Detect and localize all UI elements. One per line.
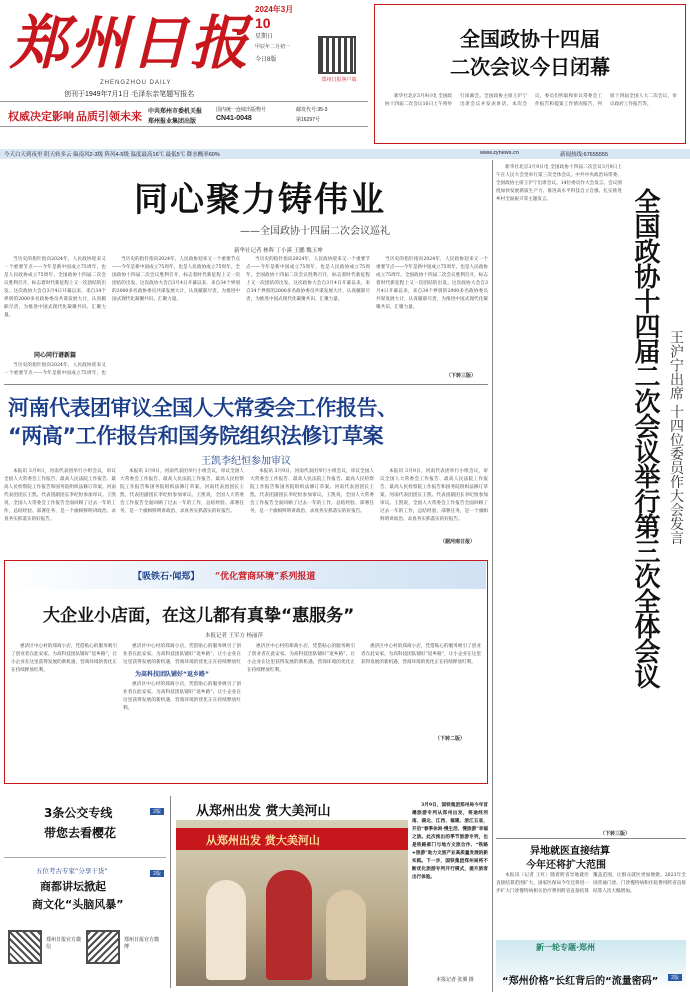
news-hotline: 新闻热线:67655555 [560, 152, 608, 158]
main-body-col-2: 当历史的指针指向2024年，人民政协迎来又一个重要节点——今年是新中国成立75周年，也是人民政协成立75周年。全国政协十四届二次会议胜利召开，标志着时代新征程上又一次团结的出发。这次政协大会自3月4日开幕以来，来自34个界别的2000多名政协委员共谋发展大计，认真履职尽责，为推进中国式现代化凝聚共识、汇聚力量。 [112, 257, 240, 302]
story2-subtitle: 王凯李纪恒参加审议 [201, 456, 291, 467]
english-name: ZHENGZHOU DAILY [100, 80, 172, 86]
weather-text: 今天白天到夜里 阴天转多云 偏南风2-3级 阵风4-5级 温度最高16℃ 最低5℃ 降水概率60% [4, 152, 220, 158]
passenger-figure-3 [326, 890, 366, 980]
bottom-banner-title: “郑州价格”长红背后的“流量密码” [502, 976, 659, 987]
feature-tag: 【吸铁石·闻郑】 [133, 572, 200, 582]
bus-promo-title-2: 带您去看樱花 [44, 826, 117, 840]
top-banner-title-2: 二次会议今日闭幕 [450, 55, 610, 79]
photo-story-byline: 本报记者 张翼 摄 [436, 977, 474, 983]
story2-source: （据河南日报） [440, 539, 476, 545]
main-subtitle: ——全国政协十四届二次会议巡礼 [240, 226, 390, 237]
photo-story-image [176, 820, 408, 986]
newspaper-logo: 郑州日报 [10, 9, 251, 77]
issn-label: 国内统一连续出版物号 [216, 107, 267, 113]
page-count: 今日8版 [255, 57, 277, 63]
weibo-qr[interactable] [86, 930, 120, 964]
weekday: 星期日 [255, 34, 274, 40]
main-body-col-3: 当历史的指针指向2024年，人民政协迎来又一个重要节点——今年是新中国成立75周年，也是人民政协成立75周年。全国政协十四届二次会议胜利召开，标志着时代新征程上又一次团结的出发。这次政协大会自3月4日开幕以来，来自34个界别的2000多名政协委员共谋发展大计，认真履职尽责，为推进中国式现代化凝聚共识、汇聚力量。 [246, 257, 370, 302]
lecture-title-1: 商都讲坛掀起 [40, 880, 106, 893]
lecture-page: 2版 [150, 870, 164, 877]
feature-box [4, 560, 488, 784]
main-body-col-4: 当历史的指针指向2024年，人民政协迎来又一个重要节点——今年是新中国成立75周年，也是人民政协成立75周年。全国政协十四届二次会议胜利召开，标志着时代新征程上又一次团结的出发。这次政协大会自3月4日开幕以来，来自34个界别的2000多名政协委员共谋发展大计，认真履职尽责，为推进中国式现代化凝聚共识、汇聚力量。 [376, 257, 488, 310]
main-headline: 同心聚力铸伟业 [134, 180, 386, 220]
bus-promo[interactable] [4, 800, 166, 858]
main-byline: 新华社记者 林晖 丁小溪 王鹏 魏玉坤 [234, 248, 323, 254]
weather-strip [0, 149, 690, 159]
sponsor-line-2: 郑州报业集团出版 [148, 119, 197, 125]
wechat-caption: 郑州日报官方微信 [46, 937, 82, 950]
plenary-brief-body: 新华社北京3月9日电 全国政协十四届二次会议3月9日上午在人民大会堂举行第三次全体会议。中共中央政治局常委、全国政协主席王沪宁出席会议。14位委员作大会发言。会议围绕加快发展新质生产力、推进高水平科技自立自强、扎实推进乡村全面振兴等主题发言。 [496, 165, 622, 202]
medical-title-2: 今年还将扩大范围 [526, 860, 606, 871]
slogan-bar [0, 101, 368, 127]
plenary-continued: （下转三版） [600, 831, 631, 837]
wechat-qr[interactable] [8, 930, 42, 964]
plenary-vertical-sub: 王沪宁出席 十四位委员作大会发言 [668, 330, 684, 545]
story2-body-1: 本报讯 3月9日，河南代表团举行小组会议，审议全国人大常委会工作报告、最高人民法院工作报告、最高人民检察院工作报告和国务院组织法修订草案。河南代表团团长王凯、代表团副团长李纪恒参加审议。王凯说，全国人大常委会工作报告全面回顾了过去一年的工作，总结经验、部署任务，是一个旗帜鲜明讲政治、求真务实抓落实的好报告。 [4, 469, 116, 522]
photo-story-title: 从郑州出发 赏大美河山 [196, 804, 331, 819]
top-banner-body: 新华社北京3月9日电 全国政协十四届二次会议10日上午将举行闭幕会。全国政协主席王沪宁出席会议并发表讲话。本次会议，委员们听取和审议常委会工作报告和提案工作情况报告，列席十四届全国人大二次会议，审议政府工作报告等。 [385, 94, 677, 107]
serial-number: 第16297号 [296, 117, 320, 123]
website-url[interactable]: www.zynews.cn [480, 150, 519, 156]
bus-promo-page: 2版 [150, 808, 164, 815]
medical-title-1: 异地就医直接结算 [530, 846, 610, 857]
slogan-1: 权威决定影响 [8, 111, 74, 123]
lunar-date: 甲辰年二月初一 [255, 44, 291, 50]
date-day: 10 [255, 15, 271, 31]
sponsor-line-1: 中共郑州市委机关报 [148, 109, 203, 115]
story2-body-2: 本报讯 3月9日，河南代表团举行小组会议，审议全国人大常委会工作报告、最高人民法院工作报告、最高人民检察院工作报告和国务院组织法修订草案。河南代表团团长王凯、代表团副团长李纪恒参加审议。王凯说，全国人大常委会工作报告全面回顾了过去一年的工作，总结经验、部署任务，是一个旗帜鲜明讲政治、求真务实抓落实的好报告。 [120, 469, 244, 514]
feature-body-2b: 惠济区中心村的郑商小店，凭借贴心的服务吸引了创业者在此安家。为高科技团队铺好“返乡路”，让小企业在这里获得发展的新机遇，营商环境的优化正在持续释放红利。 [123, 682, 241, 711]
feature-continued: （下转二版） [435, 736, 466, 742]
founding-note: 创刊于1949年7月1日 毛泽东亲笔题写报名 [64, 91, 195, 98]
masthead [0, 0, 368, 148]
feature-body-1: 惠济区中心村的郑商小店，凭借贴心的服务吸引了创业者在此安家。为高科技团队铺好“返乡路”，让小企业在这里获得发展的新机遇，营商环境的优化正在持续释放红利。 [11, 644, 117, 673]
date-year-month: 2024年3月 [255, 5, 294, 14]
passenger-figure-1 [206, 880, 246, 980]
postal-code: 邮发代号:35-3 [296, 107, 328, 113]
lecture-promo[interactable] [4, 864, 166, 924]
qr-caption: 郑州日报客户端 [321, 77, 357, 83]
story2-body-4: 本报讯 3月9日，河南代表团举行小组会议，审议全国人大常委会工作报告、最高人民法院工作报告、最高人民检察院工作报告和国务院组织法修订草案。河南代表团团长王凯、代表团副团长李纪恒参加审议。王凯说，全国人大常委会工作报告全面回顾了过去一年的工作，总结经验、部署任务，是一个旗帜鲜明讲政治、求真务实抓落实的好报告。 [380, 469, 488, 522]
story2-headline-2: “两高”工作报告和国务院组织法修订草案 [8, 424, 384, 448]
bottom-right-banner[interactable] [496, 940, 686, 990]
story2-body-3: 本报讯 3月9日，河南代表团举行小组会议，审议全国人大常委会工作报告、最高人民法院工作报告、最高人民检察院工作报告和国务院组织法修订草案。河南代表团团长王凯、代表团副团长李纪恒参加审议。王凯说，全国人大常委会工作报告全面回顾了过去一年的工作，总结经验、部署任务，是一个旗帜鲜明讲政治、求真务实抓落实的好报告。 [250, 469, 374, 514]
main-body-col-1b: 当历史的指针指向2024年，人民政协迎来又一个重要节点——今年是新中国成立75周年，也 [4, 363, 106, 376]
top-banner [374, 4, 686, 144]
qr-code[interactable] [318, 36, 356, 74]
top-banner-title-1: 全国政协十四届 [460, 27, 600, 51]
main-subhead: 同心同行谱新篇 [34, 352, 77, 359]
bottom-banner-page: 2版 [668, 974, 682, 981]
weibo-caption: 郑州日报官方微博 [124, 937, 160, 950]
cn-number: CN41-0048 [216, 115, 252, 122]
lecture-kicker: 五位考古专家“分享干货” [36, 867, 108, 875]
feature-series: “优化营商环境”系列报道 [215, 572, 316, 582]
slogan-2: 品质引领未来 [76, 111, 142, 123]
feature-byline: 本报记者 王军方 杨丽萍 [205, 633, 264, 639]
feature-body-3: 惠济区中心村的郑商小店，凭借贴心的服务吸引了创业者在此安家。为高科技团队铺好“返乡路”，让小企业在这里获得发展的新机遇，营商环境的优化正在持续释放红利。 [247, 644, 355, 673]
feature-subhead: 为高科技团队铺好“返乡路” [135, 671, 209, 678]
plenary-vertical-title: 全国政协十四届二次会议举行第三次全体会议 [630, 188, 660, 688]
bus-promo-title-1: 3条公交专线 [44, 806, 113, 820]
feature-body-2a: 惠济区中心村的郑商小店，凭借贴心的服务吸引了创业者在此安家。为高科技团队铺好“返乡路”，让小企业在这里获得发展的新机遇，营商环境的优化正在持续释放红 [123, 644, 241, 665]
lecture-title-2: 商文化“头脑风暴” [32, 898, 124, 911]
photo-story-body: 3月9日，国铁集团郑州局今年首趟旅游专列从郑州出发，将途经河南、湖北、江西、福建、浙江五省，开启“春季休闲·慢生活、慢旅游”幸福之旅。此次推出的季节旅游专列，也是铁路部门与地方文旅合作、“铁路+旅游”助力文旅产业高质量发展的新实践。下一步，国铁集团郑州局将不断优化旅游专列开行模式，提升旅客出行体验。 [412, 803, 488, 880]
train-banner-text: 从郑州出发 赏大美河山 [206, 834, 320, 847]
story2-headline-1: 河南代表团审议全国人大常委会工作报告、 [8, 396, 398, 420]
passenger-figure-2 [266, 870, 312, 980]
date-block [255, 4, 315, 74]
feature-title: 大企业小店面，在这儿都有真挚“惠服务” [43, 606, 355, 626]
train-banner [176, 828, 408, 850]
feature-body-4: 惠济区中心村的郑商小店，凭借贴心的服务吸引了创业者在此安家。为高科技团队铺好“返乡路”，让小企业在这里获得发展的新机遇，营商环境的优化正在持续释放红利。 [361, 644, 481, 665]
bottom-banner-label: 新一轮专题·郑州 [536, 943, 596, 952]
medical-body: 本报讯（记者 王红）随着跨省异地就医直接结算范围扩大，国家医保局今年还将进一步扩大门诊慢特病相关治疗费用跨省直接结算覆盖范围，让群众就医更加便捷。2023年全国普通门诊、门诊慢特病和住院费用跨省直接结算人次大幅增加。 [496, 873, 686, 894]
main-continued: （下转三版） [446, 373, 477, 379]
main-body-col-1: 当历史的指针指向2024年，人民政协迎来又一个重要节点——今年是新中国成立75周年，也是人民政协成立75周年。全国政协十四届二次会议胜利召开，标志着时代新征程上又一次团结的出发。这次政协大会自3月4日开幕以来，来自34个界别的2000多名政协委员共谋发展大计，认真履职尽责，为推进中国式现代化凝聚共识、汇聚力量。 [4, 257, 106, 318]
